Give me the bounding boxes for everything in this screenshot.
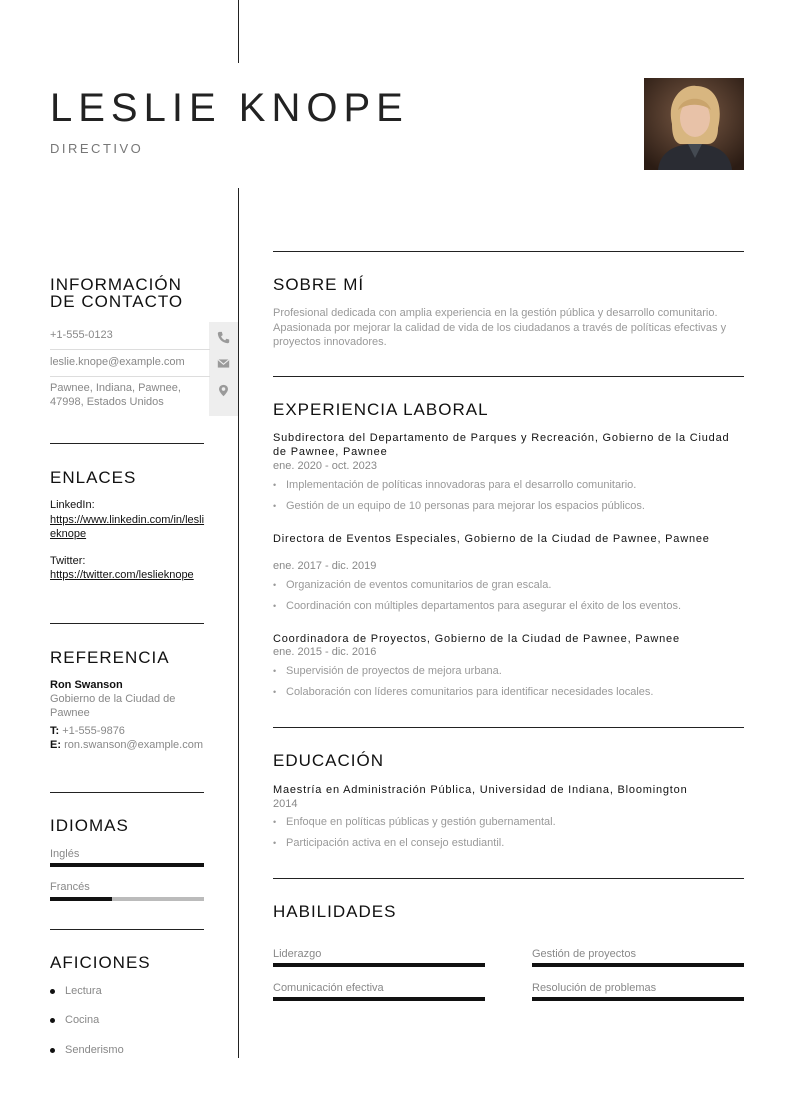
- reference-phone-label: T:: [50, 725, 60, 737]
- candidate-name: LESLIE KNOPE: [50, 86, 409, 130]
- vertical-divider-main: [238, 188, 239, 1058]
- section-divider: [273, 376, 744, 377]
- candidate-title: DIRECTIVO: [50, 141, 144, 156]
- skill-level-fill: [532, 963, 744, 967]
- language-name: Francés: [50, 881, 90, 893]
- language-level-bar: [50, 863, 204, 867]
- reference-org: Gobierno de la Ciudad de Pawnee: [50, 693, 176, 719]
- skill-name: Resolución de problemas: [532, 982, 657, 994]
- contact-separator: [50, 376, 210, 377]
- about-text: Profesional dedicada con amplia experiencia en la gestión pública y desarrollo comunitario. Apasionada por mejorar la calidad de vida de los ciudadanos a través de políticas efectivas y proyectos innovadores.: [273, 307, 727, 348]
- job-title: Subdirectora del Departamento de Parques y Recreación, Gobierno de la Ciudad de Pawnee, Pawnee: [273, 432, 730, 458]
- bullet-dot-icon: [50, 1018, 55, 1023]
- reference-email-label: E:: [50, 739, 61, 751]
- reference-name: Ron Swanson: [50, 679, 123, 691]
- job-date: ene. 2017 - dic. 2019: [273, 560, 377, 572]
- reference-phone: [50, 724, 206, 738]
- education-heading: EDUCACIÓN: [273, 751, 385, 770]
- job-bullet: • Gestión de un equipo de 10 personas para mejorar los espacios públicos.: [273, 500, 743, 512]
- experience-heading: EXPERIENCIA LABORAL: [273, 400, 489, 419]
- vertical-divider-top: [238, 0, 239, 63]
- section-divider: [273, 727, 744, 728]
- education-bullet: • Participación activa en el consejo estudiantil.: [273, 837, 743, 849]
- section-divider: [50, 792, 204, 793]
- section-divider: [273, 878, 744, 879]
- reference-email: [50, 738, 206, 752]
- language-name: Inglés: [50, 848, 80, 860]
- reference-heading: REFERENCIA: [50, 648, 170, 667]
- reference-phone-text: +1-555-9876: [62, 725, 125, 737]
- linkedin-link[interactable]: https://www.linkedin.com/in/leslieknope: [50, 514, 205, 540]
- skill-level-fill: [532, 997, 744, 1001]
- skill-level-bar: [273, 963, 485, 967]
- skill-level-bar: [273, 997, 485, 1001]
- language-level-bar: [50, 897, 204, 901]
- phone-icon: [209, 324, 238, 351]
- skill-level-fill: [273, 997, 485, 1001]
- skill-level-bar: [532, 963, 744, 967]
- job-bullet: • Supervisión de proyectos de mejora urbana.: [273, 665, 743, 677]
- section-divider: [50, 929, 204, 930]
- contact-email-text: leslie.knope@example.com: [50, 356, 185, 368]
- hobbies-heading: AFICIONES: [50, 953, 151, 972]
- education-date: 2014: [273, 798, 298, 810]
- job-bullet: • Organización de eventos comunitarios de gran escala.: [273, 579, 743, 591]
- skill-name: Comunicación efectiva: [273, 982, 384, 994]
- linkedin-label: LinkedIn:: [50, 499, 95, 511]
- section-divider: [50, 623, 204, 624]
- job-title: Directora de Eventos Especiales, Gobierno de la Ciudad de Pawnee, Pawnee: [273, 533, 710, 545]
- language-level-fill: [50, 863, 204, 867]
- skill-level-bar: [532, 997, 744, 1001]
- section-divider: [273, 251, 744, 252]
- job-date: ene. 2015 - dic. 2016: [273, 646, 377, 658]
- bullet-dot-icon: [50, 1048, 55, 1053]
- job-title: Coordinadora de Proyectos, Gobierno de la Ciudad de Pawnee, Pawnee: [273, 633, 680, 645]
- reference-email-text: ron.swanson@example.com: [64, 739, 204, 751]
- twitter-label: Twitter:: [50, 555, 86, 567]
- contact-phone-text: +1-555-0123: [50, 329, 113, 341]
- skill-name: Liderazgo: [273, 948, 322, 960]
- hobby-label: Cocina: [65, 1014, 100, 1026]
- hobby-item: [50, 985, 102, 997]
- hobby-label: Lectura: [65, 985, 102, 997]
- job-bullet: • Implementación de políticas innovadoras para el desarrollo comunitario.: [273, 479, 743, 491]
- contact-address-text: Pawnee, Indiana, Pawnee, 47998, Estados Unidos: [50, 382, 181, 408]
- hobby-label: Senderismo: [65, 1044, 124, 1056]
- skills-heading: HABILIDADES: [273, 902, 397, 921]
- job-bullet: • Colaboración con líderes comunitarios para identificar necesidades locales.: [273, 686, 743, 698]
- about-heading: SOBRE MÍ: [273, 275, 365, 294]
- languages-heading: IDIOMAS: [50, 816, 129, 835]
- skill-name: Gestión de proyectos: [532, 948, 636, 960]
- contact-separator: [50, 349, 210, 350]
- language-level-fill: [50, 897, 112, 901]
- contact-heading: INFORMACIÓN DE CONTACTO: [50, 275, 184, 311]
- bullet-dot-icon: [50, 989, 55, 994]
- hobby-item: [50, 1044, 124, 1056]
- twitter-link[interactable]: https://twitter.com/leslieknope: [50, 569, 194, 581]
- section-divider: [50, 443, 204, 444]
- mail-icon: [209, 350, 238, 377]
- education-bullet: • Enfoque en políticas públicas y gestión gubernamental.: [273, 816, 743, 828]
- job-date: ene. 2020 - oct. 2023: [273, 460, 377, 472]
- profile-photo: [644, 78, 744, 170]
- hobby-item: [50, 1014, 99, 1026]
- location-icon: [209, 377, 238, 404]
- job-bullet: • Coordinación con múltiples departamentos para asegurar el éxito de los eventos.: [273, 600, 743, 612]
- degree-title: Maestría en Administración Pública, Universidad de Indiana, Bloomington: [273, 784, 688, 796]
- skill-level-fill: [273, 963, 485, 967]
- links-heading: ENLACES: [50, 468, 137, 487]
